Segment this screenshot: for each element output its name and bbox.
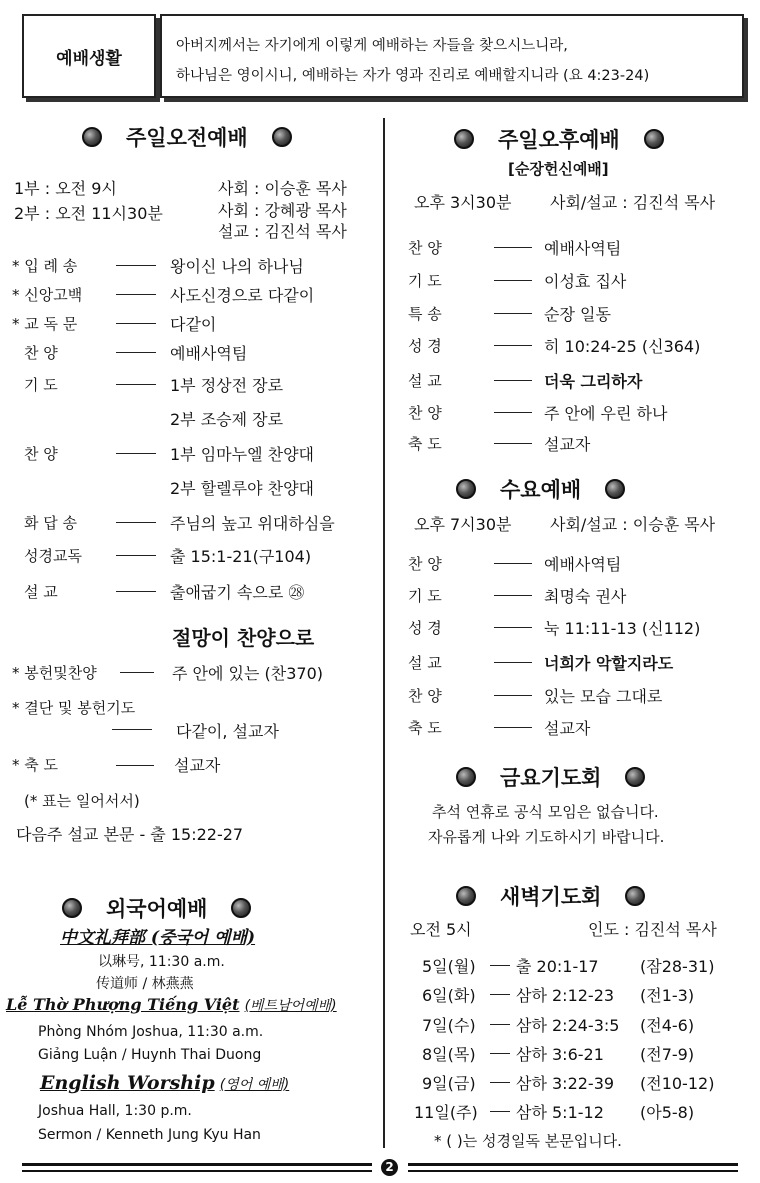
dawn-note: * ( )는 성경일독 본문입니다. [434, 1132, 622, 1150]
order-value: 출애굽기 속으로 ㉘ [170, 583, 305, 602]
order-value: 1부 임마누엘 찬양대 [170, 445, 314, 464]
dash-line [490, 1053, 510, 1054]
order-value: 주 안에 있는 (찬370) [172, 664, 324, 683]
english-worship-heading [40, 1072, 289, 1094]
order-label: * 축 도 [12, 756, 59, 774]
order-value: 눅 11:11-13 (신112) [544, 619, 701, 638]
footer-rule-right [408, 1163, 738, 1166]
order-value: 2부 조승제 장로 [170, 410, 284, 429]
sunday-pm-title [454, 124, 664, 154]
order-value: 이성효 집사 [544, 272, 627, 291]
dawn-day: 7일(수) [422, 1016, 476, 1035]
verse-line-2: 하나님은 영이시니, 예배하는 자가 영과 진리로 예배할지니라 (요 4:23-24) [176, 68, 650, 84]
vietnamese-worship-suffix: (베트남어예배) [244, 998, 337, 1014]
vietnamese-line-1: Phòng Nhóm Joshua, 11:30 a.m. [38, 1024, 264, 1040]
order-value: 주 안에 우린 하나 [544, 404, 668, 423]
order-value: 히 10:24-25 (신364) [544, 337, 701, 356]
sunday-pm-time: 오후 3시30분 [414, 193, 512, 212]
standing-note: (* 표는 일어서서) [24, 792, 140, 810]
dawn-text: 삼하 2:24-3:5 [516, 1016, 620, 1035]
order-value: 너희가 악할지라도 [544, 654, 674, 673]
dawn-text: 삼하 3:6-21 [516, 1045, 604, 1064]
dawn-text: 삼하 5:1-12 [516, 1103, 604, 1122]
dawn-day: 6일(화) [422, 986, 476, 1005]
dash-line [116, 765, 154, 766]
order-value: 다같이 [170, 315, 217, 334]
order-label: 특 송 [408, 305, 442, 323]
sunday-pm-title-text: 주일오후예배 [498, 128, 620, 152]
chinese-worship-title: 中文礼拜部 (중국어 예배) [60, 928, 256, 948]
dash-line [490, 1111, 510, 1112]
sunday-am-title [82, 122, 292, 152]
dash-line [494, 443, 532, 444]
order-label: 성 경 [408, 619, 442, 637]
order-value: 주님의 높고 위대하심을 [170, 514, 335, 533]
sunday-am-title-text: 주일오전예배 [126, 126, 248, 150]
verse-line-1: 아버지께서는 자기에게 이렇게 예배하는 자들을 찾으시느니라, [176, 38, 568, 54]
dash-line [494, 345, 532, 346]
order-label: 기 도 [24, 376, 58, 394]
order-value: 예배사역팀 [544, 239, 622, 258]
order-value: 설교자 [544, 435, 591, 454]
dash-line [494, 380, 532, 381]
wednesday-title [456, 474, 625, 504]
dash-line [490, 965, 510, 966]
order-label: 찬 양 [24, 445, 58, 463]
order-label: 찬 양 [24, 344, 58, 362]
dash-line [494, 695, 532, 696]
foreign-title [62, 893, 251, 923]
dash-line [494, 313, 532, 314]
dawn-text: 삼하 3:22-39 [516, 1074, 615, 1093]
dawn-reading: (전1-3) [640, 986, 695, 1005]
friday-title-text: 금요기도회 [500, 766, 602, 790]
order-value: 2부 할렐루야 찬양대 [170, 479, 314, 498]
dash-line [116, 265, 156, 266]
dawn-day: 9일(금) [422, 1074, 476, 1093]
sunday-pm-subtitle: [순장헌신예배] [508, 160, 609, 178]
order-label: 축 도 [408, 719, 442, 737]
section-label-box [22, 14, 156, 98]
next-sermon: 다음주 설교 본문 - 출 15:22-27 [16, 825, 244, 844]
dash-line [494, 662, 532, 663]
dash-line [116, 352, 156, 353]
preacher: 설교 : 김진석 목사 [218, 222, 347, 241]
dash-line [112, 729, 152, 730]
dash-line [116, 294, 156, 295]
dash-line [490, 1024, 510, 1025]
english-worship-suffix: (영어 예배) [219, 1077, 290, 1093]
dash-line [116, 384, 156, 385]
order-value: 1부 정상전 장로 [170, 376, 284, 395]
page-number: 2 [381, 1159, 398, 1176]
dawn-reading: (전10-12) [640, 1074, 715, 1093]
section-label: 예배생활 [56, 48, 122, 69]
english-line-2: Sermon / Kenneth Jung Kyu Han [38, 1127, 261, 1143]
order-value: 설교자 [544, 719, 591, 738]
dash-line [494, 412, 532, 413]
verse-box [160, 14, 744, 98]
chinese-line-2: 传道师 / 林燕燕 [96, 976, 194, 992]
sermon-title-am: 절망이 찬양으로 [172, 626, 315, 650]
bullet-circle-icon [605, 479, 625, 499]
dash-line [116, 555, 156, 556]
order-value: 다같이, 설교자 [176, 722, 279, 741]
dash-line [494, 627, 532, 628]
dash-line [116, 591, 156, 592]
dawn-day: 8일(목) [422, 1045, 476, 1064]
order-value: 순장 일동 [544, 305, 611, 324]
bullet-circle-icon [644, 129, 664, 149]
order-label: * 교 독 문 [12, 315, 78, 333]
order-label: * 결단 및 봉헌기도 [12, 699, 136, 717]
dawn-reading: (전7-9) [640, 1045, 695, 1064]
friday-line-2: 자유롭게 나와 기도하시기 바랍니다. [428, 828, 665, 846]
order-value: 왕이신 나의 하나님 [170, 257, 304, 276]
order-label: 화 답 송 [24, 514, 78, 532]
order-value: 더욱 그리하자 [544, 372, 643, 391]
column-divider [383, 118, 385, 1148]
bullet-circle-icon [231, 898, 251, 918]
bullet-circle-icon [272, 127, 292, 147]
service-2: 2부 : 오전 11시30분 [14, 204, 163, 223]
vietnamese-worship-title: Lễ Thờ Phượng Tiếng Việt [6, 995, 240, 1014]
order-value: 설교자 [174, 756, 221, 775]
friday-title [456, 762, 645, 792]
bullet-circle-icon [625, 767, 645, 787]
wednesday-leader: 사회/설교 : 이승훈 목사 [550, 515, 716, 534]
order-value: 예배사역팀 [544, 555, 622, 574]
order-label: 찬 양 [408, 687, 442, 705]
bullet-circle-icon [456, 767, 476, 787]
wednesday-title-text: 수요예배 [500, 478, 582, 502]
footer-rule-right-thin [408, 1170, 738, 1172]
friday-line-1: 추석 연휴로 공식 모임은 없습니다. [432, 803, 659, 821]
wednesday-time: 오후 7시30분 [414, 515, 512, 534]
dash-line [494, 563, 532, 564]
dash-line [120, 672, 154, 673]
vietnamese-line-2: Giảng Luận / Huynh Thai Duong [38, 1047, 262, 1063]
order-label: * 봉헌및찬양 [12, 664, 97, 682]
order-label: 설 교 [24, 583, 58, 601]
bullet-circle-icon [456, 479, 476, 499]
dawn-title [456, 881, 645, 911]
order-label: 축 도 [408, 435, 442, 453]
dawn-text: 출 20:1-17 [516, 957, 599, 976]
order-label: 찬 양 [408, 239, 442, 257]
bullet-circle-icon [456, 886, 476, 906]
order-label: * 입 례 송 [12, 257, 78, 275]
sunday-pm-leader: 사회/설교 : 김진석 목사 [550, 193, 716, 212]
order-label: 찬 양 [408, 555, 442, 573]
dawn-title-text: 새벽기도회 [500, 885, 602, 909]
dash-line [494, 595, 532, 596]
order-value: 출 15:1-21(구104) [170, 547, 312, 566]
order-value: 예배사역팀 [170, 344, 248, 363]
english-line-1: Joshua Hall, 1:30 p.m. [38, 1103, 192, 1119]
dawn-day: 5일(월) [422, 957, 476, 976]
bullet-circle-icon [625, 886, 645, 906]
dash-line [116, 522, 156, 523]
dash-line [116, 453, 156, 454]
dawn-time: 오전 5시 [410, 920, 472, 939]
dash-line [116, 323, 156, 324]
footer-rule-left [22, 1163, 372, 1166]
order-label: * 신앙고백 [12, 286, 83, 304]
order-label: 기 도 [408, 587, 442, 605]
order-label: 설 교 [408, 372, 442, 390]
dawn-leader: 인도 : 김진석 목사 [588, 920, 717, 939]
dash-line [494, 247, 532, 248]
english-worship-title: English Worship [40, 1072, 215, 1094]
order-label: 기 도 [408, 272, 442, 290]
leader-1: 사회 : 이승훈 목사 [218, 179, 347, 198]
foreign-title-text: 외국어예배 [106, 897, 208, 921]
bullet-circle-icon [82, 127, 102, 147]
order-value: 있는 모습 그대로 [544, 687, 663, 706]
dawn-reading: (아5-8) [640, 1103, 695, 1122]
dawn-day: 11일(주) [414, 1103, 478, 1122]
dawn-reading: (전4-6) [640, 1016, 695, 1035]
footer-rule-left-thin [22, 1170, 372, 1172]
bullet-circle-icon [454, 129, 474, 149]
leader-2: 사회 : 강혜광 목사 [218, 201, 347, 220]
dash-line [494, 727, 532, 728]
dash-line [494, 280, 532, 281]
dawn-text: 삼하 2:12-23 [516, 986, 615, 1005]
vietnamese-worship-heading [6, 995, 337, 1015]
bullet-circle-icon [62, 898, 82, 918]
dash-line [490, 1082, 510, 1083]
order-label: 성 경 [408, 337, 442, 355]
order-value: 사도신경으로 다같이 [170, 286, 315, 305]
dash-line [490, 994, 510, 995]
order-label: 설 교 [408, 654, 442, 672]
order-label: 성경교독 [24, 547, 82, 565]
chinese-line-1: 以琳号, 11:30 a.m. [98, 954, 225, 970]
order-label: 찬 양 [408, 404, 442, 422]
dawn-reading: (잠28-31) [640, 957, 715, 976]
order-value: 최명숙 권사 [544, 587, 627, 606]
service-1: 1부 : 오전 9시 [14, 179, 117, 198]
